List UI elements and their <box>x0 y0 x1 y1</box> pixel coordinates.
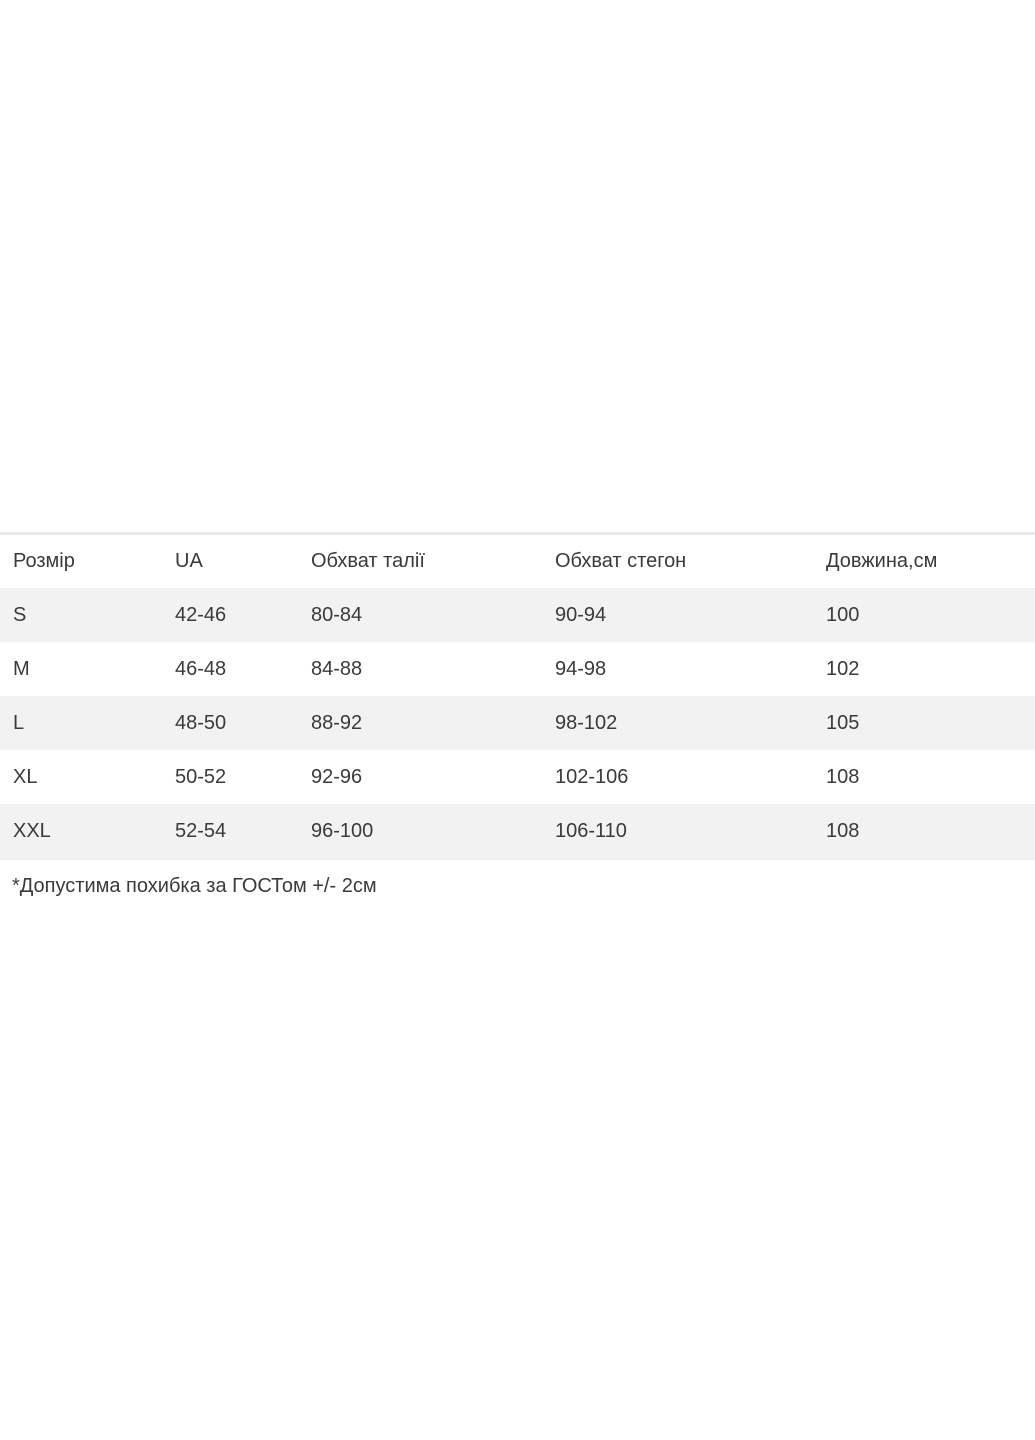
length-cell: 102 <box>826 657 860 680</box>
column-header-hips: Обхват стегон <box>542 534 813 589</box>
waist-cell: 88-92 <box>311 711 363 734</box>
waist-cell: 92-96 <box>311 765 363 788</box>
ua-cell: 46-48 <box>175 657 227 680</box>
size-chart-body <box>0 588 1035 859</box>
ua-cell: 50-52 <box>175 765 227 788</box>
size-cell: S <box>13 603 27 626</box>
table-row <box>0 804 1035 859</box>
size-cell: XL <box>13 765 38 788</box>
table-row <box>0 750 1035 804</box>
column-header-waist: Обхват талії <box>298 534 542 589</box>
ua-cell: 52-54 <box>175 819 227 842</box>
column-header-ua: UA <box>162 534 298 589</box>
size-chart <box>0 532 1035 860</box>
hips-cell: 106-110 <box>555 819 627 842</box>
header-row <box>0 534 1035 589</box>
column-header-length: Довжина,см <box>813 534 1035 589</box>
table-row <box>0 642 1035 696</box>
waist-cell: 96-100 <box>311 819 374 842</box>
length-cell: 108 <box>826 819 860 842</box>
size-cell: XXL <box>13 819 51 842</box>
ua-cell: 48-50 <box>175 711 227 734</box>
tolerance-footnote: *Допустима похибка за ГОСТом +/- 2см <box>12 875 377 897</box>
ua-cell: 42-46 <box>175 603 227 626</box>
waist-cell: 84-88 <box>311 657 363 680</box>
hips-cell: 94-98 <box>555 657 607 680</box>
table-row <box>0 696 1035 750</box>
table-row <box>0 588 1035 642</box>
length-cell: 100 <box>826 603 860 626</box>
column-header-size: Розмір <box>0 534 162 589</box>
size-cell: L <box>13 711 25 734</box>
size-cell: M <box>13 657 30 680</box>
hips-cell: 102-106 <box>555 765 629 788</box>
length-cell: 105 <box>826 711 860 734</box>
hips-cell: 90-94 <box>555 603 607 626</box>
length-cell: 108 <box>826 765 860 788</box>
size-chart-table <box>0 532 1035 860</box>
waist-cell: 80-84 <box>311 603 363 626</box>
size-chart-header <box>0 534 1035 589</box>
hips-cell: 98-102 <box>555 711 618 734</box>
